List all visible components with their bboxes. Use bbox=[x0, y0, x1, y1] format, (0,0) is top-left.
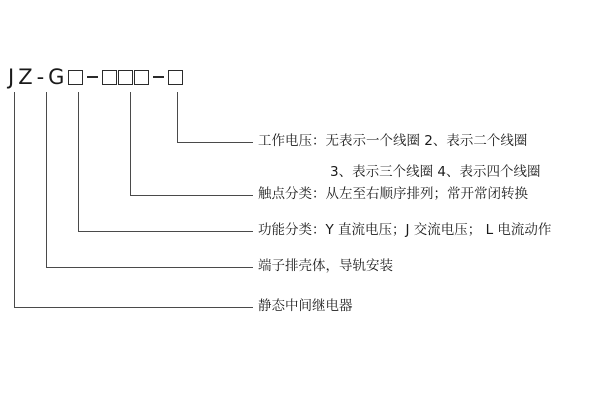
leader-hline-housing bbox=[46, 267, 253, 268]
leader-hline-voltage bbox=[177, 142, 253, 143]
leader-vline-contact bbox=[130, 92, 131, 195]
label-contact-classification: 触点分类：从左至右顺序排列；常开常闭转换 bbox=[258, 186, 528, 202]
code-dash-1 bbox=[87, 76, 98, 78]
model-code bbox=[8, 62, 183, 92]
label-working-voltage-line2: 3、表示三个线圈 4、表示四个线圈 bbox=[330, 164, 541, 180]
code-char-z: Z bbox=[18, 64, 33, 89]
leader-vline-voltage bbox=[177, 92, 178, 142]
leader-hline-contact bbox=[130, 195, 253, 196]
code-box-contact-2 bbox=[118, 70, 133, 85]
label-function-classification: 功能分类：Y 直流电压；J 交流电压； L 电流动作 bbox=[258, 222, 552, 238]
code-char-j: J bbox=[8, 64, 15, 89]
code-dash-2 bbox=[153, 76, 164, 78]
code-box-contact-1 bbox=[102, 70, 117, 85]
leader-vline-housing bbox=[46, 92, 47, 267]
leader-vline-relay bbox=[14, 92, 15, 307]
code-box-voltage bbox=[68, 70, 83, 85]
leader-hline-function bbox=[78, 231, 253, 232]
code-box-contact-3 bbox=[134, 70, 149, 85]
label-static-intermediate-relay: 静态中间继电器 bbox=[258, 298, 353, 314]
code-char-g: G bbox=[48, 64, 65, 89]
label-terminal-housing: 端子排壳体，导轨安装 bbox=[258, 258, 393, 274]
code-box-suffix bbox=[168, 70, 183, 85]
leader-vline-function bbox=[78, 92, 79, 231]
leader-hline-relay bbox=[14, 307, 253, 308]
label-working-voltage-line1: 工作电压：无表示一个线圈 2、表示二个线圈 bbox=[258, 133, 528, 149]
code-char-hyphen: - bbox=[36, 64, 45, 89]
